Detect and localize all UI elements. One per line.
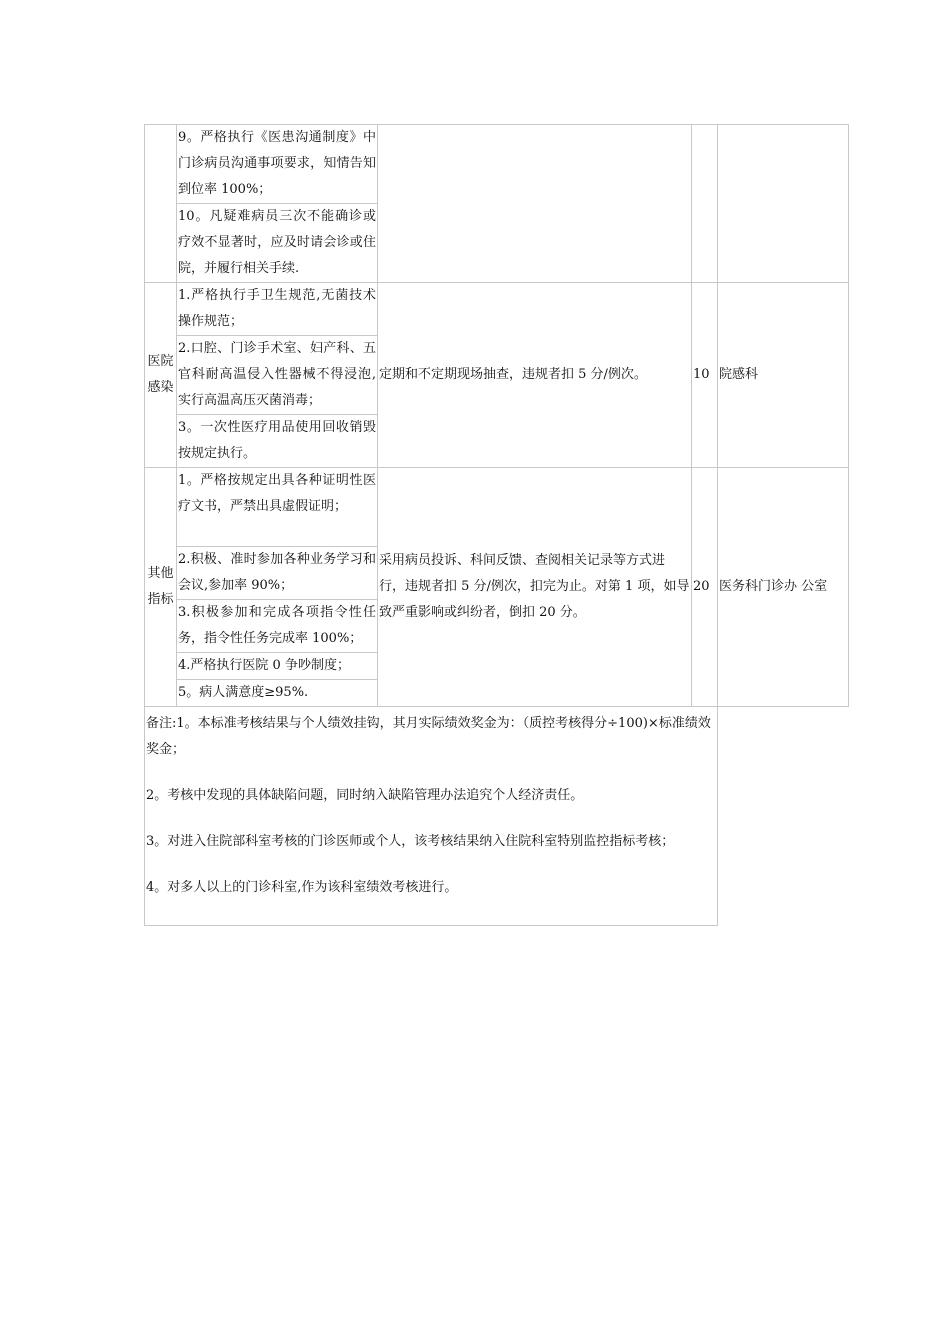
department-cell: 医务科门诊办 公室: [718, 468, 849, 707]
requirement-item: 3.积极参加和完成各项指令性任务，指令性任务完成率 100%；: [177, 600, 378, 653]
requirement-item: 5。病人满意度≥95%.: [177, 680, 378, 707]
score-cell: 10: [692, 283, 718, 468]
requirement-item: 4.严格执行医院 0 争吵制度；: [177, 653, 378, 680]
score-cell: [692, 125, 718, 283]
category-cell: [145, 125, 177, 283]
requirement-item: 3。一次性医疗用品使用回收销毁按规定执行。: [177, 415, 378, 468]
table-row: [145, 283, 849, 336]
requirement-item: 10。凡疑难病员三次不能确诊或疗效不显著时，应及时请会诊或住院，并履行相关手续.: [177, 204, 378, 283]
requirement-item: 1.严格执行手卫生规范,无菌技术操作规范；: [177, 283, 378, 336]
empty-cell: [718, 707, 849, 926]
method-cell: 定期和不定期现场抽查，违规者扣 5 分/例次。: [378, 283, 692, 468]
table-row: [145, 468, 849, 547]
note-line: 3。对进入住院部科室考核的门诊医师或个人，该考核结果纳入住院科室特别监控指标考核；: [146, 834, 675, 849]
requirement-item: 2.口腔、门诊手术室、妇产科、五官科耐高温侵入性器械不得浸泡,实行高温高压灭菌消毒；: [177, 336, 378, 415]
method-cell: 采用病员投诉、科间反馈、查阅相关记录等方式进行，违规者扣 5 分/例次，扣完为止。对第 1 项，如导致严重影响或纠纷者，倒扣 20 分。: [378, 468, 692, 707]
table-row: [145, 707, 849, 926]
department-cell: 院感科: [718, 283, 849, 468]
department-cell: [718, 125, 849, 283]
assessment-table: [144, 124, 849, 926]
method-cell: [378, 125, 692, 283]
requirement-item: 2.积极、准时参加各种业务学习和会议,参加率 90%；: [177, 547, 378, 600]
note-line: 4。对多人以上的门诊科室,作为该科室绩效考核进行。: [146, 880, 458, 895]
requirement-item: 1。严格按规定出具各种证明性医疗文书，严禁出具虚假证明；: [177, 468, 378, 547]
category-cell: 医院感染: [145, 283, 177, 468]
notes-cell: [145, 707, 718, 926]
table-row: [145, 125, 849, 204]
note-line: 备注:1。本标准考核结果与个人绩效挂钩，其月实际绩效奖金为：（质控考核得分÷100)×标准绩效奖金；: [146, 716, 711, 757]
note-line: 2。考核中发现的具体缺陷问题，同时纳入缺陷管理办法追究个人经济责任。: [146, 788, 584, 803]
category-cell: 其他指标: [145, 468, 177, 707]
requirement-item: 9。严格执行《医患沟通制度》中门诊病员沟通事项要求，知情告知到位率 100%；: [177, 125, 378, 204]
score-cell: 20: [692, 468, 718, 707]
